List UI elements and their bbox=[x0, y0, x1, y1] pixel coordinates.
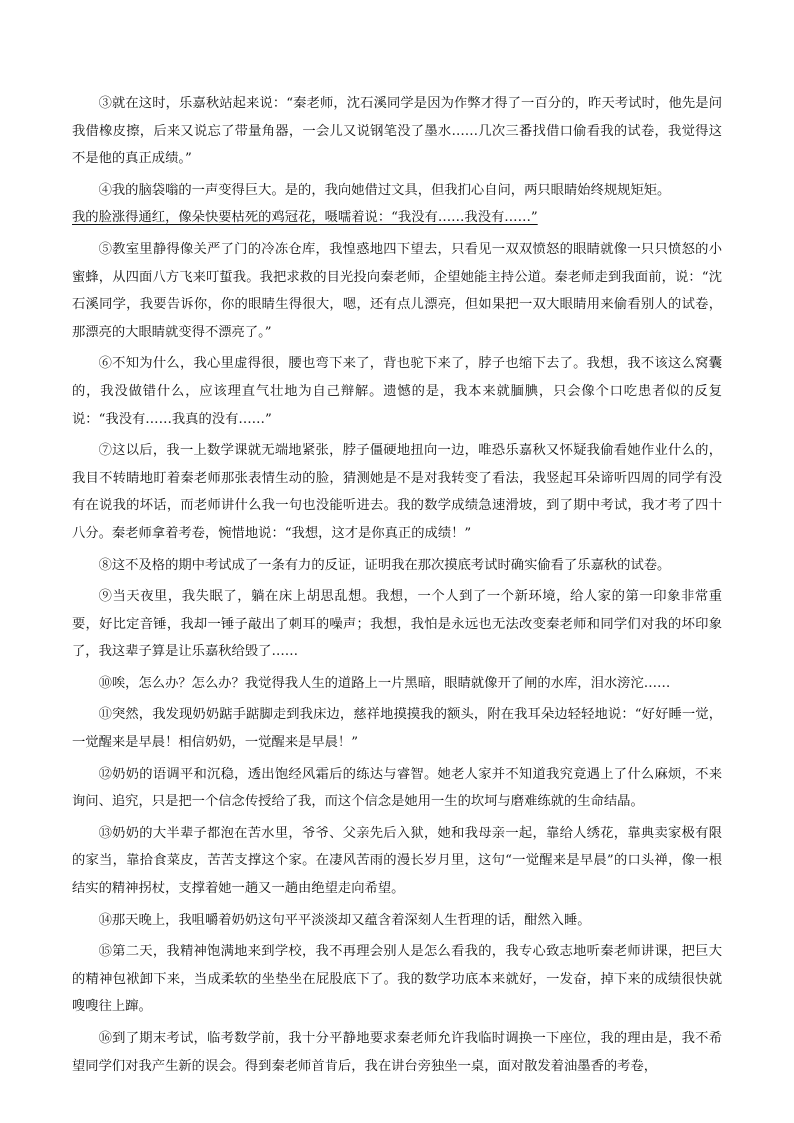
paragraph-6: ⑥不知为什么，我心里虚得很，腰也弯下来了，背也驼下来了，脖子也缩下去了。我想，我不该这么窝囊的，我没做错什么，应该理直气壮地为自己辩解。遗憾的是，我本来就腼腆，只会像个口吃患者似的反复说：“我没有……我真的没有……” bbox=[72, 356, 722, 427]
paragraph-8: ⑧这不及格的期中考试成了一条有力的反证，证明我在那次摸底考试时确实偷看了乐嘉秋的试卷。 bbox=[98, 557, 671, 573]
document-page bbox=[72, 90, 722, 1084]
paragraph-4: ④我的脑袋嗡的一声变得巨大。是的，我向她借过文具，但我扪心自问，两只眼睛始终规规矩矩。 bbox=[98, 182, 671, 198]
paragraph-5: ⑤教室里静得像关严了门的冷冻仓库，我惶惑地四下望去，只看见一双双愤怒的眼睛就像一只只愤怒的小蜜蜂，从四面八方飞来叮蜇我。我把求救的目光投向秦老师，企望她能主持公道。秦老师走到我面前，说：“沈石溪同学，我要告诉你，你的眼睛生得很大，嗯，还有点儿漂亮，但如果把一双大眼睛用来偷看别人的试卷，那漂亮的大眼睛就变得不漂亮了。” bbox=[72, 241, 722, 340]
paragraph-15: ⑮第二天，我精神饱满地来到学校，我不再理会别人是怎么看我的，我专心致志地听秦老师讲课，把巨大的精神包袱卸下来，当成柔软的坐垫坐在屁股底下了。我的数学功底本来就好，一发奋，掉下来的成绩很快就嗖嗖往上蹿。 bbox=[72, 944, 722, 1015]
paragraph-12: ⑫奶奶的语调平和沉稳，透出饱经风霜后的练达与睿智。她老人家并不知道我究竟遇上了什么麻烦，不来询问、追究，只是把一个信念传授给了我，而这个信念是她用一生的坎坷与磨难练就的生命结晶。 bbox=[72, 766, 722, 810]
paragraph-16: ⑯到了期末考试，临考数学前，我十分平静地要求秦老师允许我临时调换一下座位，我的理由是，我不希望同学们对我产生新的误会。得到秦老师首肯后，我在讲台旁独坐一桌，面对散发着油墨香的考卷， bbox=[72, 1031, 722, 1074]
paragraph-13: ⑬奶奶的大半辈子都泡在苦水里，爷爷、父亲先后入狱，她和我母亲一起，靠给人绣花，靠典卖家极有限的家当，靠拾食菜皮，苦苦支撑这个家。在凄风苦雨的漫长岁月里，这句“一觉醒来是早晨”的口头禅，像一根结实的精神拐杖，支撑着她一趟又一趟由绝望走向希望。 bbox=[72, 825, 722, 897]
paragraph-7: ⑦这以后，我一上数学课就无端地紧张，脖子僵硬地扭向一边，唯恐乐嘉秋又怀疑我偷看她作业什么的，我目不转睛地盯着秦老师那张表情生动的脸，猜测她是不是对我转变了看法，我竖起耳朵谛听四周的同学有没有在说我的坏话，而老师讲什么我一句也没能听进去。我的数学成绩急速滑坡，到了期中考试，我才考了四十八分。秦老师拿着考卷，惋惜地说：“我想，这才是你真正的成绩！” bbox=[72, 443, 722, 541]
paragraph-11: ⑪突然，我发现奶奶踮手踮脚走到我床边，慈祥地摸摸我的额头，附在我耳朵边轻轻地说：“好好睡一觉，一觉醒来是早晨！相信奶奶，一觉醒来是早晨！” bbox=[72, 707, 722, 751]
paragraph-9: ⑨当天夜里，我失眠了，躺在床上胡思乱想。我想，一个人到了一个新环境，给人家的第一印象非常重要，好比定音锤，我却一锤子敲出了刺耳的噪声；我想，我怕是永远也无法改变秦老师和同学们对我的坏印象了，我这辈子算是让乐嘉秋给毁了…… bbox=[72, 589, 722, 660]
paragraph-14: ⑭那天晚上，我咀嚼着奶奶这句平平淡淡却又蕴含着深刻人生哲理的话，酣然入睡。 bbox=[98, 912, 591, 928]
paragraph-3: ③就在这时，乐嘉秋站起来说：“秦老师，沈石溪同学是因为作弊才得了一百分的，昨天考试时，他先是问我借橡皮擦，后来又说忘了带量角器，一会儿又说钢笔没了墨水……几次三番找借口偷看我的试卷，我觉得这不是他的真正成绩。” bbox=[72, 96, 722, 167]
paragraph-10: ⑩唉，怎么办？怎么办？我觉得我人生的道路上一片黑暗，眼睛就像开了闸的水库，泪水滂沱…… bbox=[98, 675, 671, 691]
paragraph-4-underlined-sentence: 我的脸涨得通红，像朵快要枯死的鸡冠花，嗫嚅着说：“我没有……我没有……” bbox=[72, 210, 538, 226]
